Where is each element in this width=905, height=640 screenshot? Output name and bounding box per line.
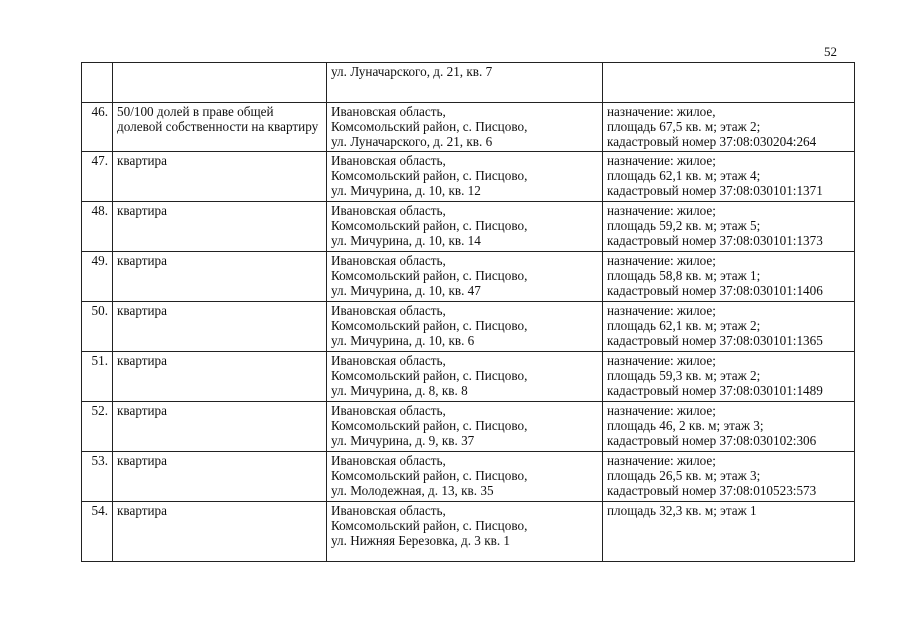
property-type-cell xyxy=(113,252,327,302)
property-type: 50/100 долей в праве общей долевой собственности на квартиру xyxy=(117,104,319,134)
details-line: кадастровый номер 37:08:030101:1489 xyxy=(607,383,823,398)
address-line: Ивановская область, xyxy=(331,303,446,318)
property-type: квартира xyxy=(117,203,168,218)
details-line: назначение: жилое, xyxy=(607,104,716,119)
property-type: квартира xyxy=(117,403,168,418)
address-line: Ивановская область, xyxy=(331,153,446,168)
table-row xyxy=(82,103,855,152)
address-line: Комсомольский район, с. Писцово, xyxy=(331,268,528,283)
table-row xyxy=(82,152,855,202)
details-line: площадь 59,2 кв. м; этаж 5; xyxy=(607,218,761,233)
address-line: Комсомольский район, с. Писцово, xyxy=(331,518,528,533)
details-line: площадь 62,1 кв. м; этаж 2; xyxy=(607,318,761,333)
table-row xyxy=(82,402,855,452)
row-number: 47. xyxy=(82,152,113,202)
address-cell xyxy=(327,63,603,103)
details-line: кадастровый номер 37:08:010523:573 xyxy=(607,483,817,498)
property-type: квартира xyxy=(117,353,168,368)
property-type: квартира xyxy=(117,503,168,518)
address-line: Комсомольский район, с. Писцово, xyxy=(331,318,528,333)
address-line: Комсомольский район, с. Писцово, xyxy=(331,218,528,233)
property-table-body xyxy=(82,63,855,562)
address-line: Комсомольский район, с. Писцово, xyxy=(331,168,528,183)
address-line: Ивановская область, xyxy=(331,104,446,119)
address-line: Комсомольский район, с. Писцово, xyxy=(331,119,528,134)
address-line: ул. Мичурина, д. 10, кв. 47 xyxy=(331,283,481,298)
details-cell xyxy=(603,252,855,302)
details-cell xyxy=(603,352,855,402)
details-line: площадь 67,5 кв. м; этаж 2; xyxy=(607,119,761,134)
row-number: 46. xyxy=(82,103,113,152)
details-line: кадастровый номер 37:08:030101:1365 xyxy=(607,333,823,348)
address-line: ул. Мичурина, д. 9, кв. 37 xyxy=(331,433,475,448)
details-cell xyxy=(603,402,855,452)
row-number: 50. xyxy=(82,302,113,352)
details-line: кадастровый номер 37:08:030101:1371 xyxy=(607,183,823,198)
address-cell xyxy=(327,202,603,252)
property-type-cell xyxy=(113,402,327,452)
address-line: Ивановская область, xyxy=(331,203,446,218)
details-line: площадь 58,8 кв. м; этаж 1; xyxy=(607,268,761,283)
address-line: Комсомольский район, с. Писцово, xyxy=(331,368,528,383)
property-type: квартира xyxy=(117,453,168,468)
address-line: ул. Мичурина, д. 10, кв. 12 xyxy=(331,183,481,198)
address-line: Комсомольский район, с. Писцово, xyxy=(331,418,528,433)
details-line: площадь 32,3 кв. м; этаж 1 xyxy=(607,503,757,518)
details-line: назначение: жилое; xyxy=(607,353,716,368)
row-number: 54. xyxy=(82,502,113,562)
property-type-cell xyxy=(113,152,327,202)
address-cell xyxy=(327,502,603,562)
details-cell xyxy=(603,452,855,502)
property-type: квартира xyxy=(117,153,168,168)
page-number: 52 xyxy=(824,44,837,59)
details-line: назначение: жилое; xyxy=(607,303,716,318)
row-number: 52. xyxy=(82,402,113,452)
address-line: ул. Молодежная, д. 13, кв. 35 xyxy=(331,483,494,498)
table-row xyxy=(82,502,855,562)
address-line: Комсомольский район, с. Писцово, xyxy=(331,468,528,483)
property-type-cell xyxy=(113,352,327,402)
details-line: назначение: жилое; xyxy=(607,403,716,418)
details-line: кадастровый номер 37:08:030204:264 xyxy=(607,134,817,149)
table-row xyxy=(82,352,855,402)
property-type-cell xyxy=(113,452,327,502)
property-type-cell xyxy=(113,63,327,103)
address-line: Ивановская область, xyxy=(331,353,446,368)
property-type-cell xyxy=(113,103,327,152)
table-row xyxy=(82,452,855,502)
details-line: кадастровый номер 37:08:030102:306 xyxy=(607,433,817,448)
row-number xyxy=(82,63,113,103)
table-row xyxy=(82,202,855,252)
address-line: ул. Нижняя Березовка, д. 3 кв. 1 xyxy=(331,533,511,548)
property-type: квартира xyxy=(117,303,168,318)
property-type-cell xyxy=(113,502,327,562)
details-line: площадь 46, 2 кв. м; этаж 3; xyxy=(607,418,764,433)
table-row xyxy=(82,252,855,302)
details-line: кадастровый номер 37:08:030101:1373 xyxy=(607,233,823,248)
address-cell xyxy=(327,152,603,202)
details-cell xyxy=(603,103,855,152)
row-number: 51. xyxy=(82,352,113,402)
details-cell xyxy=(603,502,855,562)
details-line: площадь 26,5 кв. м; этаж 3; xyxy=(607,468,761,483)
address-line: ул. Луначарского, д. 21, кв. 6 xyxy=(331,134,493,149)
address-line: ул. Мичурина, д. 10, кв. 6 xyxy=(331,333,475,348)
property-type: квартира xyxy=(117,253,168,268)
address-line: Ивановская область, xyxy=(331,503,446,518)
details-line: кадастровый номер 37:08:030101:1406 xyxy=(607,283,823,298)
table-row xyxy=(82,302,855,352)
property-table xyxy=(81,62,855,562)
address-line: ул. Луначарского, д. 21, кв. 7 xyxy=(331,64,493,79)
row-number: 53. xyxy=(82,452,113,502)
details-line: назначение: жилое; xyxy=(607,203,716,218)
property-type-cell xyxy=(113,202,327,252)
details-cell xyxy=(603,152,855,202)
details-cell xyxy=(603,202,855,252)
details-line: площадь 59,3 кв. м; этаж 2; xyxy=(607,368,761,383)
address-line: Ивановская область, xyxy=(331,453,446,468)
details-cell xyxy=(603,63,855,103)
row-number: 48. xyxy=(82,202,113,252)
address-cell xyxy=(327,452,603,502)
property-type-cell xyxy=(113,302,327,352)
address-cell xyxy=(327,302,603,352)
address-cell xyxy=(327,402,603,452)
details-line: назначение: жилое; xyxy=(607,153,716,168)
address-line: Ивановская область, xyxy=(331,403,446,418)
address-cell xyxy=(327,252,603,302)
address-cell xyxy=(327,352,603,402)
details-cell xyxy=(603,302,855,352)
details-line: назначение: жилое; xyxy=(607,253,716,268)
details-line: площадь 62,1 кв. м; этаж 4; xyxy=(607,168,761,183)
details-line: назначение: жилое; xyxy=(607,453,716,468)
address-line: Ивановская область, xyxy=(331,253,446,268)
table-row xyxy=(82,63,855,103)
row-number: 49. xyxy=(82,252,113,302)
address-line: ул. Мичурина, д. 10, кв. 14 xyxy=(331,233,481,248)
address-cell xyxy=(327,103,603,152)
address-line: ул. Мичурина, д. 8, кв. 8 xyxy=(331,383,468,398)
